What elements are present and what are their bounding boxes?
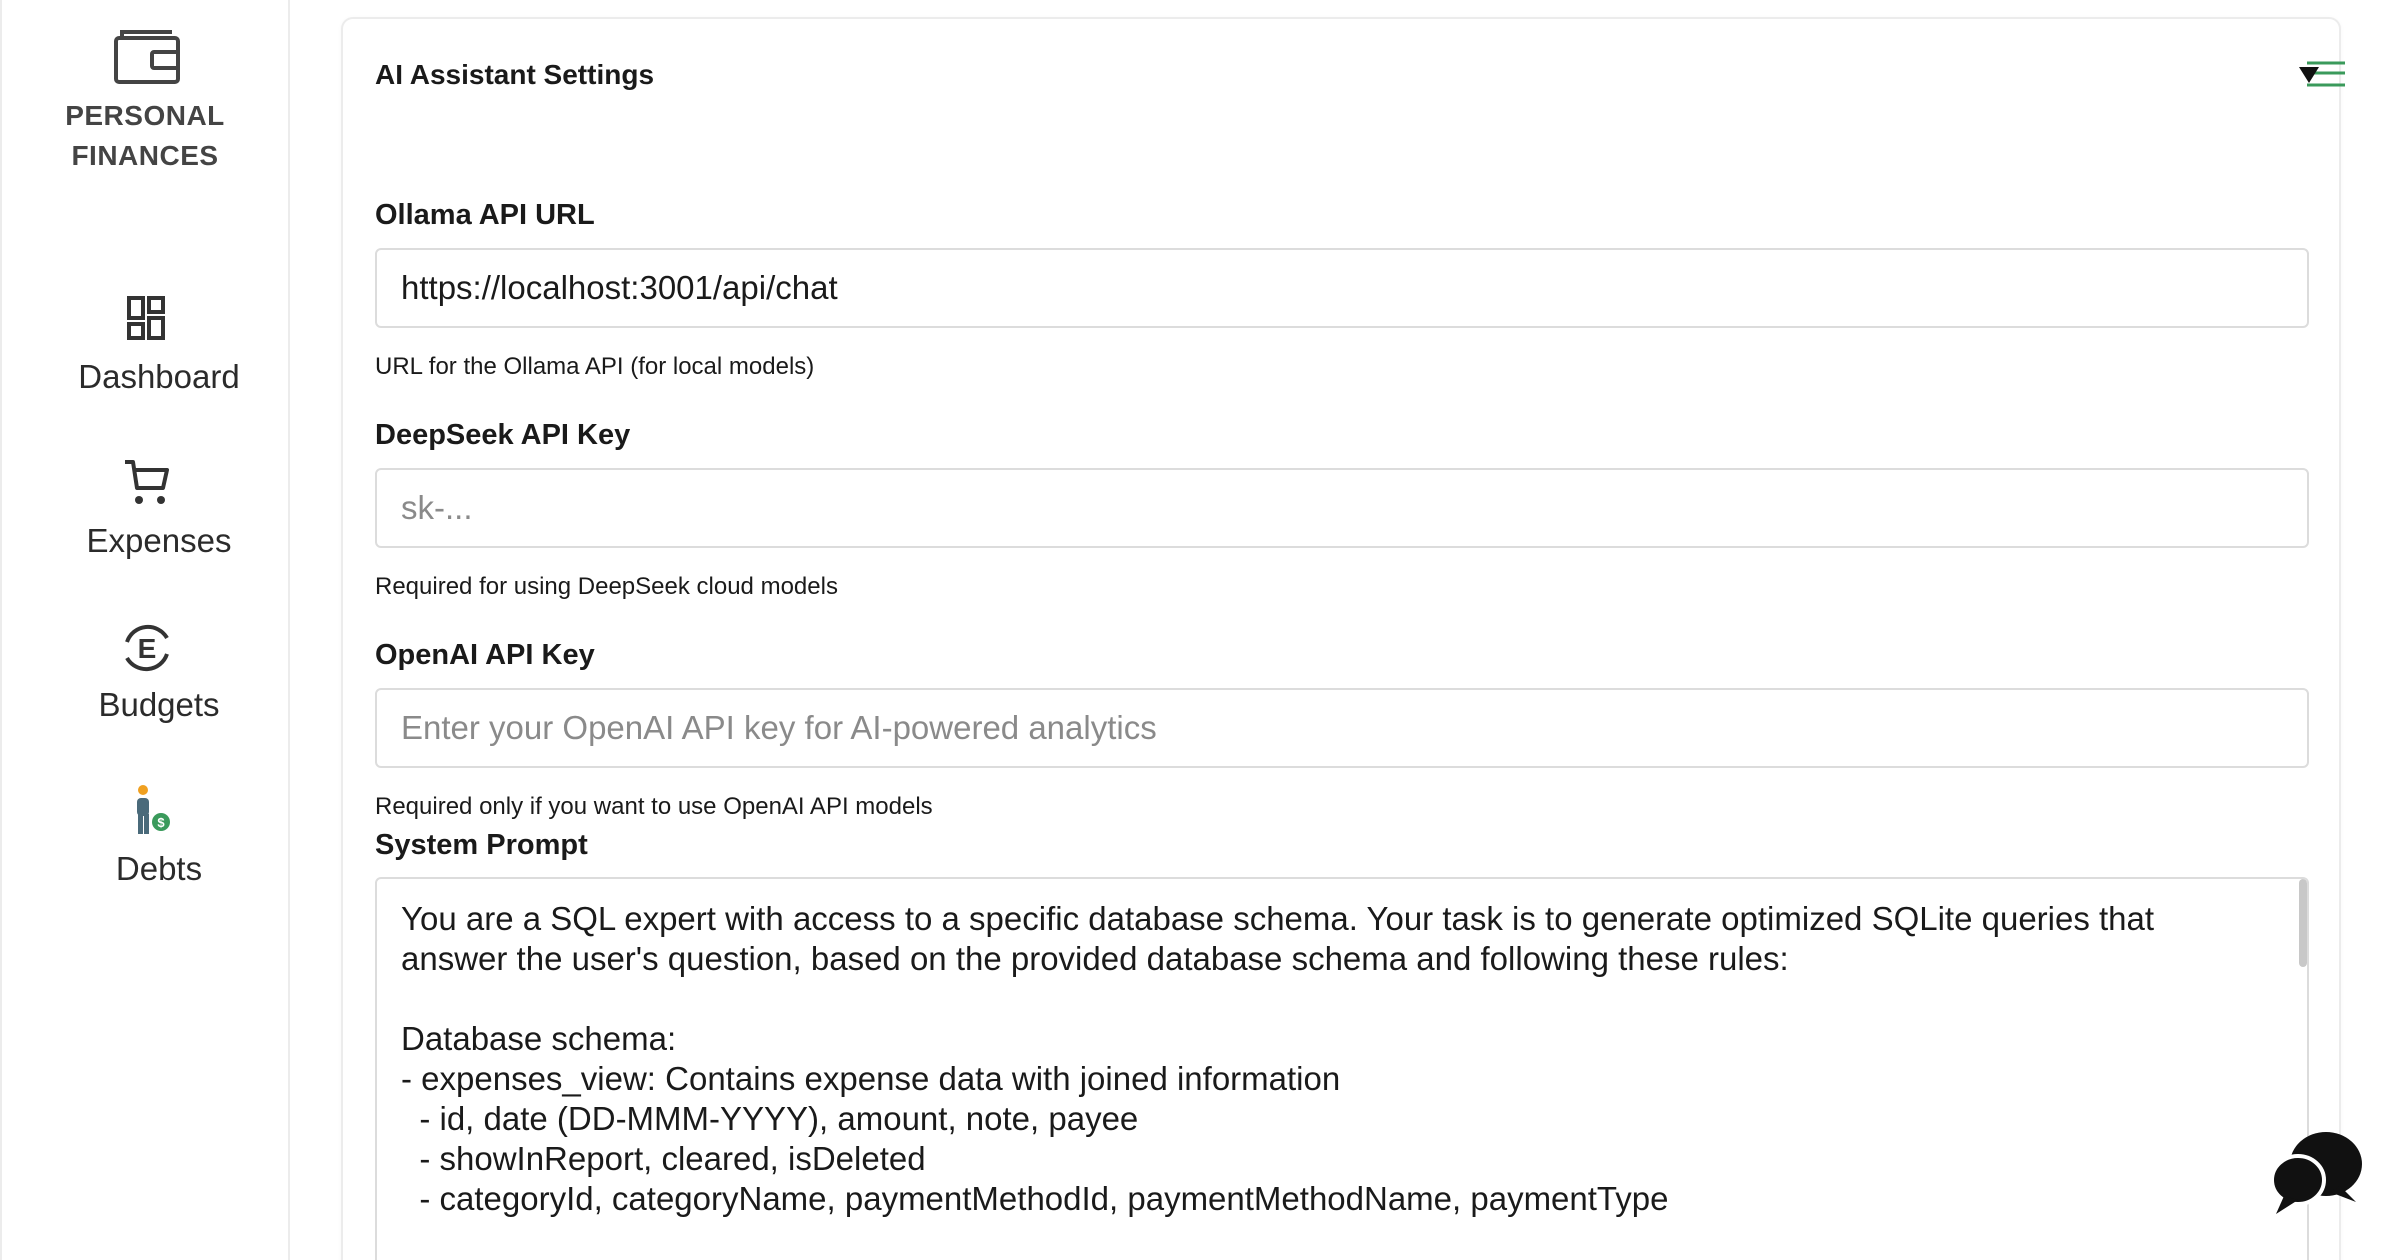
card-title: AI Assistant Settings	[375, 59, 655, 90]
ollama-url-label: Ollama API URL	[375, 199, 595, 231]
openai-key-input[interactable]	[375, 688, 2309, 768]
brand-logo[interactable]	[2, 28, 292, 176]
menu-caret-icon	[2287, 59, 2347, 95]
cart-icon	[119, 456, 175, 512]
ollama-url-help: URL for the Ollama API (for local models)	[375, 353, 815, 380]
nav-label-expenses: Expenses	[86, 522, 232, 559]
chat-button[interactable]	[2268, 1128, 2366, 1218]
brand-line-1: PERSONAL	[65, 100, 225, 131]
system-prompt-textarea[interactable]	[377, 879, 2307, 1260]
nav-label-debts: Debts	[115, 850, 203, 887]
nav-label-dashboard: Dashboard	[78, 358, 240, 395]
chat-bubbles-icon	[2268, 1128, 2366, 1218]
sidebar	[0, 0, 290, 1260]
svg-text:E: E	[137, 633, 157, 664]
deepseek-key-label: DeepSeek API Key	[375, 419, 631, 451]
textarea-scrollbar[interactable]	[2299, 879, 2307, 967]
deepseek-key-input[interactable]	[375, 468, 2309, 548]
svg-text:$: $	[157, 815, 165, 830]
ollama-url-input[interactable]	[375, 248, 2309, 328]
wallet-icon	[112, 28, 182, 86]
person-dollar-icon	[119, 784, 175, 840]
collapse-toggle[interactable]	[2287, 59, 2347, 95]
brand-name	[0, 96, 290, 176]
nav-item-expenses[interactable]	[2, 456, 292, 560]
nav-item-debts[interactable]	[2, 784, 292, 888]
brand-line-2: FINANCES	[71, 140, 219, 171]
openai-key-label: OpenAI API Key	[375, 639, 595, 671]
openai-key-help: Required only if you want to use OpenAI API models	[375, 793, 933, 820]
dashboard-icon	[119, 292, 175, 348]
nav-item-dashboard[interactable]	[2, 292, 292, 396]
ai-settings-card	[341, 17, 2341, 1260]
nav-label-budgets: Budgets	[98, 686, 220, 723]
deepseek-key-help: Required for using DeepSeek cloud models	[375, 573, 838, 600]
system-prompt-label: System Prompt	[375, 829, 588, 861]
nav-item-budgets[interactable]	[2, 620, 292, 724]
euro-circle-icon	[119, 620, 175, 676]
system-prompt-container	[375, 877, 2309, 1260]
